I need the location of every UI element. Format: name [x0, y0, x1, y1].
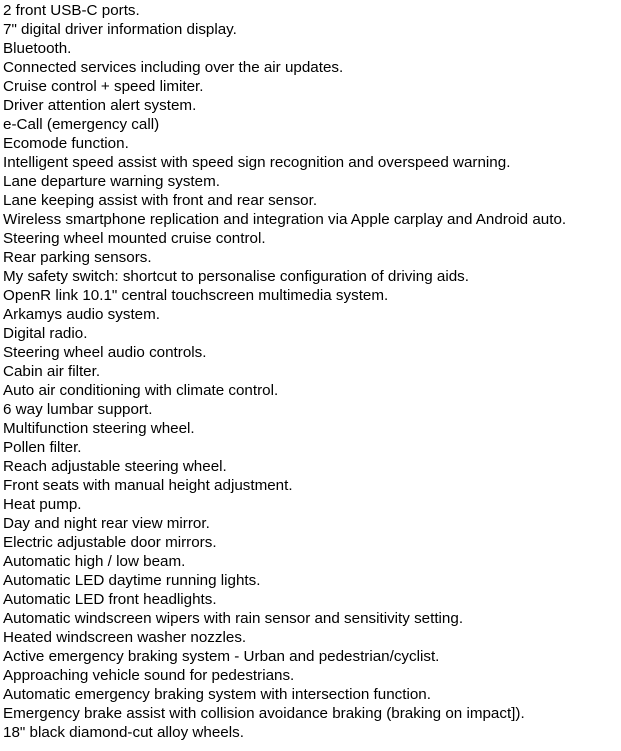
feature-line: e-Call (emergency call) [3, 116, 160, 133]
feature-line: Pollen filter. [3, 439, 82, 456]
feature-line: Digital radio. [3, 325, 88, 342]
feature-line: Front seats with manual height adjustment. [3, 477, 293, 494]
feature-line: 6 way lumbar support. [3, 401, 153, 418]
feature-line: Intelligent speed assist with speed sign recognition and overspeed warning. [3, 154, 511, 171]
feature-line: Lane departure warning system. [3, 173, 220, 190]
feature-line: Reach adjustable steering wheel. [3, 458, 227, 475]
feature-line: Driver attention alert system. [3, 97, 197, 114]
feature-line: Steering wheel mounted cruise control. [3, 230, 266, 247]
feature-line: Electric adjustable door mirrors. [3, 534, 217, 551]
feature-line: OpenR link 10.1" central touchscreen multimedia system. [3, 287, 389, 304]
feature-line: Rear parking sensors. [3, 249, 152, 266]
feature-line: Arkamys audio system. [3, 306, 160, 323]
feature-line: Approaching vehicle sound for pedestrians. [3, 667, 295, 684]
feature-line: 2 front USB-C ports. [3, 2, 140, 19]
feature-line: Emergency brake assist with collision avoidance braking (braking on impact]). [3, 705, 525, 722]
feature-line: Multifunction steering wheel. [3, 420, 195, 437]
feature-line: Cabin air filter. [3, 363, 101, 380]
feature-line: Lane keeping assist with front and rear sensor. [3, 192, 318, 209]
feature-line: Automatic windscreen wipers with rain sensor and sensitivity setting. [3, 610, 464, 627]
feature-line: Ecomode function. [3, 135, 129, 152]
feature-line: 7" digital driver information display. [3, 21, 237, 38]
feature-line: Automatic LED front headlights. [3, 591, 217, 608]
feature-line: Cruise control + speed limiter. [3, 78, 204, 95]
feature-line: Auto air conditioning with climate control. [3, 382, 279, 399]
feature-line: Connected services including over the air updates. [3, 59, 344, 76]
feature-line: Heated windscreen washer nozzles. [3, 629, 247, 646]
feature-line: Wireless smartphone replication and integration via Apple carplay and Android auto. [3, 211, 567, 228]
feature-line: Day and night rear view mirror. [3, 515, 210, 532]
feature-line: Active emergency braking system - Urban and pedestrian/cyclist. [3, 648, 440, 665]
feature-line: Bluetooth. [3, 40, 72, 57]
feature-line: Automatic emergency braking system with intersection function. [3, 686, 431, 703]
feature-line: 18" black diamond-cut alloy wheels. [3, 724, 244, 741]
feature-line: My safety switch: shortcut to personalise configuration of driving aids. [3, 268, 469, 285]
feature-line: Automatic high / low beam. [3, 553, 186, 570]
feature-line: Automatic LED daytime running lights. [3, 572, 261, 589]
feature-line: Steering wheel audio controls. [3, 344, 207, 361]
feature-line: Heat pump. [3, 496, 82, 513]
